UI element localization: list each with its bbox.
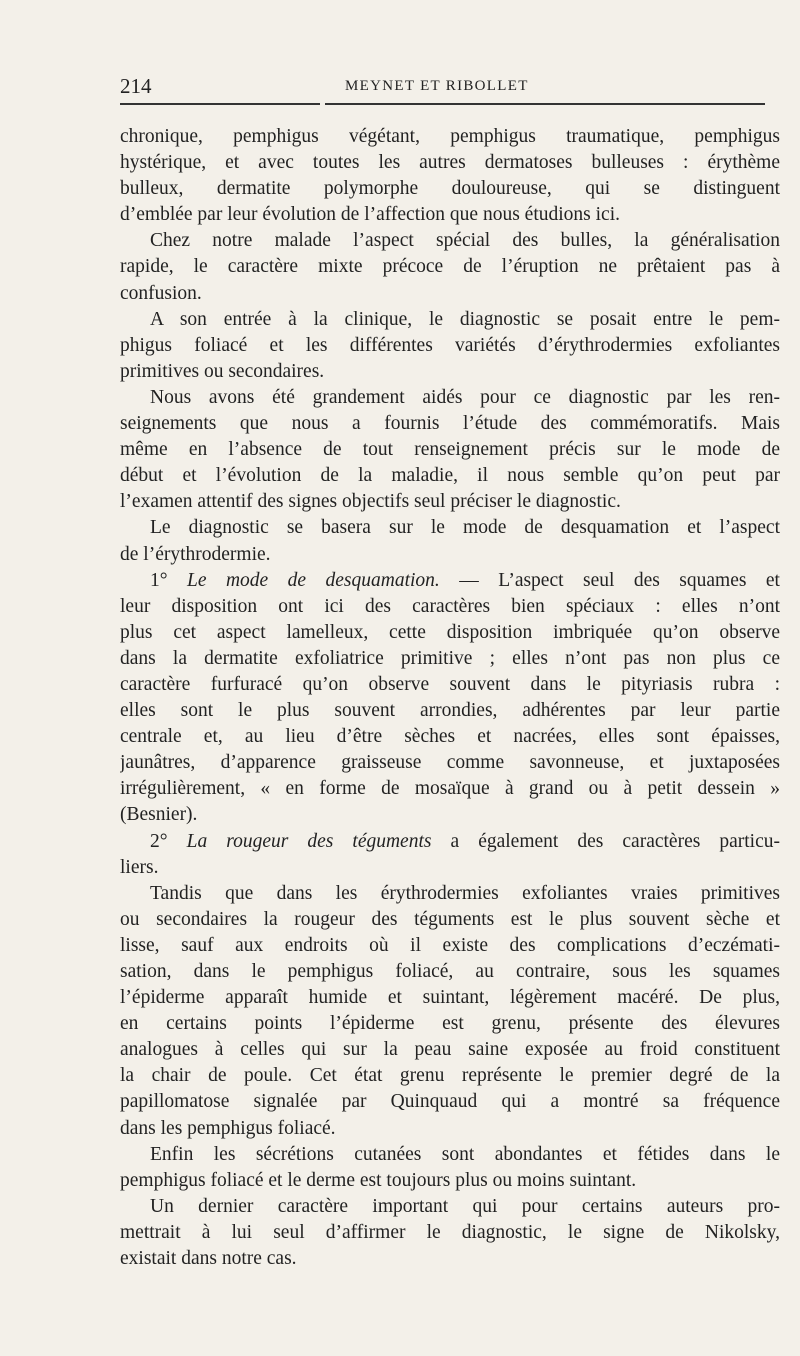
text-line: Nous avons été grandement aidés pour ce diagnostic par les ren- (150, 386, 780, 408)
text-line: leur disposition ont ici des caractères bien spéciaux : elles n’ont (120, 595, 780, 617)
text-line: papillomatose signalée par Quinquaud qui a montré sa fréquence (120, 1091, 780, 1113)
text-line: liers. (120, 856, 159, 878)
text-line: lisse, sauf aux endroits où il existe des complications d’eczémati- (120, 934, 780, 956)
text-line: Tandis que dans les érythrodermies exfoliantes vraies primitives (150, 882, 780, 904)
text-line: pemphigus foliacé et le derme est toujours plus ou moins suintant. (120, 1169, 637, 1191)
text-line (120, 568, 780, 594)
text-line: dans les pemphigus foliacé. (120, 1117, 336, 1139)
text-line: A son entrée à la clinique, le diagnostic se posait entre le pem- (150, 308, 780, 330)
header-rule (120, 103, 320, 105)
text-line: phigus foliacé et les différentes variétés d’érythrodermies exfoliantes (120, 334, 780, 356)
text-line: la chair de poule. Cet état grenu représente le premier degré de la (120, 1065, 780, 1087)
text-line: chronique, pemphigus végétant, pemphigus traumatique, pemphigus (120, 126, 780, 147)
text-line: hystérique, et avec toutes les autres dermatoses bulleuses : érythème (120, 152, 780, 174)
text-line: (Besnier). (120, 804, 198, 826)
page-header (120, 74, 770, 98)
text-line: bulleux, dermatite polymorphe douloureuse, qui se distinguent (120, 178, 780, 200)
text-line: primitives ou secondaires. (120, 360, 325, 382)
text-line: caractère furfuracé qu’on observe souvent dans le pityriasis rubra : (120, 673, 780, 695)
text-line: en certains points l’épiderme est grenu, présente des élevures (120, 1013, 780, 1035)
text-line: confusion. (120, 282, 202, 304)
text-line: jaunâtres, d’apparence graisseuse comme savonneuse, et juxtaposées (120, 752, 780, 774)
text-line: analogues à celles qui sur la peau saine exposée au froid constituent (120, 1039, 780, 1061)
text-line: dans la dermatite exfoliatrice primitive ; elles n’ont pas non plus ce (120, 647, 780, 669)
section-heading: La rougeur des téguments (186, 830, 432, 852)
text-line: Chez notre malade l’aspect spécial des bulles, la généralisation (150, 230, 780, 252)
text-line: mettrait à lui seul d’affirmer le diagnostic, le signe de Nikolsky, (120, 1221, 780, 1243)
text-line: l’examen attentif des signes objectifs seul préciser le diagnostic. (120, 491, 621, 513)
text-line: ou secondaires la rougeur des téguments est le plus souvent sèche et (120, 908, 780, 930)
text-line: début et l’évolution de la maladie, il nous semble qu’on peut par (120, 465, 780, 487)
text-line: centrale et, au lieu d’être sèches et nacrées, elles sont épaisses, (120, 726, 780, 748)
text-run: a également des caractères particu- (431, 830, 780, 852)
text-line: seignements que nous a fournis l’étude des commémoratifs. Mais (120, 413, 780, 435)
body-text (120, 124, 780, 1272)
running-title: MEYNET ET RIBOLLET (345, 78, 529, 94)
page-number: 214 (120, 74, 152, 98)
header-rule (325, 103, 765, 105)
text-line: Le diagnostic se basera sur le mode de desquamation et l’aspect (150, 517, 780, 539)
text-line: Un dernier caractère important qui pour certains auteurs pro- (150, 1195, 780, 1217)
text-line: rapide, le caractère mixte précoce de l’éruption ne prêtaient pas à (120, 256, 780, 278)
section-number: 2° (150, 830, 187, 852)
text-line: irrégulièrement, « en forme de mosaïque à grand ou à petit dessein » (120, 778, 780, 800)
text-line: sation, dans le pemphigus foliacé, au contraire, sous les squames (120, 961, 780, 982)
text-line: même en l’absence de tout renseignement précis sur le mode de (120, 439, 780, 461)
text-line: elles sont le plus souvent arrondies, adhérentes par leur partie (120, 700, 780, 722)
text-line: d’emblée par leur évolution de l’affection que nous étudions ici. (120, 204, 620, 226)
section-heading: Le mode de desquamation. (187, 569, 440, 591)
text-run: — L’aspect seul des squames et (439, 569, 780, 591)
text-line (120, 829, 780, 855)
text-line: plus cet aspect lamelleux, cette disposition imbriquée qu’on observe (120, 621, 780, 643)
section-number: 1° (150, 569, 187, 591)
text-line: existait dans notre cas. (120, 1248, 297, 1270)
text-line: de l’érythrodermie. (120, 543, 271, 565)
text-line: l’épiderme apparaît humide et suintant, légèrement macéré. De plus, (120, 987, 780, 1009)
text-line: Enfin les sécrétions cutanées sont abondantes et fétides dans le (150, 1143, 780, 1165)
